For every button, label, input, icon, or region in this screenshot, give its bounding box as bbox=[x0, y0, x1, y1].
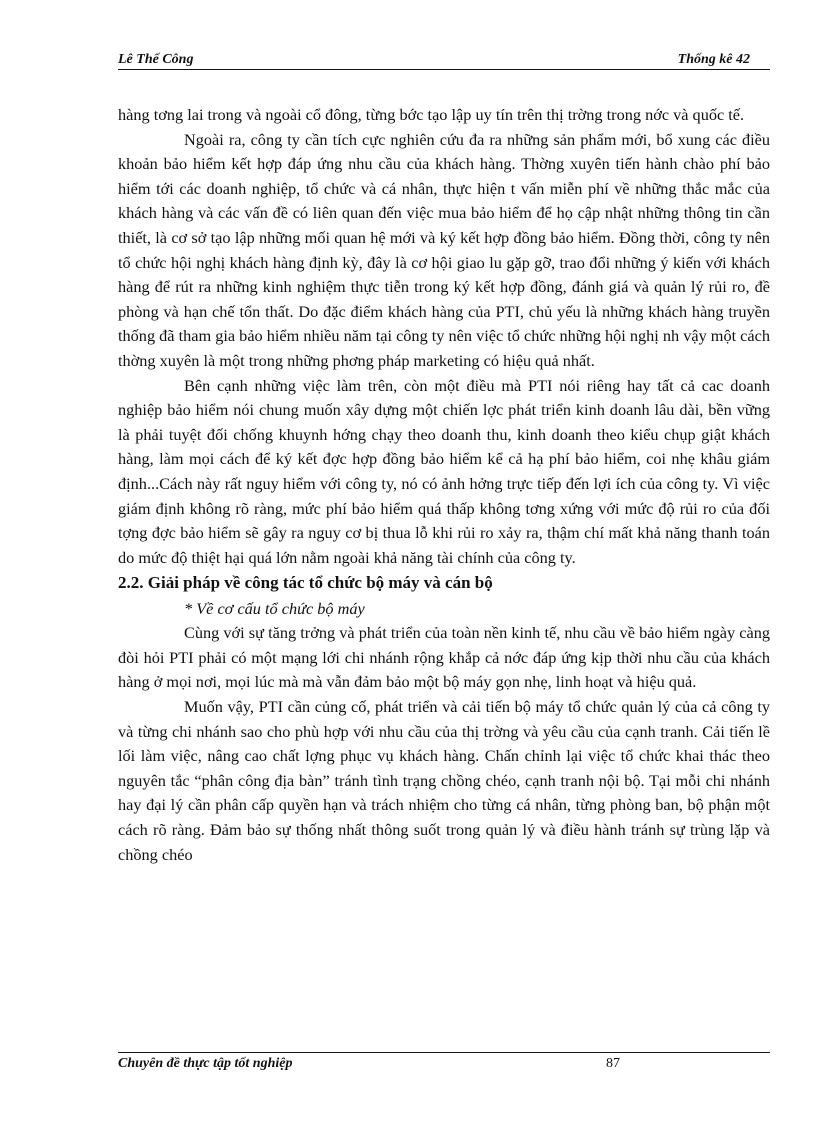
body-paragraph: Ngoài ra, công ty cần tích cực nghiên cứu đa ra những sản phẩm mới, bổ xung các điều khoản bảo hiểm kết hợp đáp ứng nhu cầu của khách hàng. Thờng xuyên tiến hành chào phí bảo hiểm tới các doanh nghiệp, tổ chức và cá nhân, thực hiện t vấn miễn phí về những thắc mắc của khách hàng và các vấn đề có liên quan đến việc mua bảo hiểm để họ cập nhật những thông tin cần thiết, là cơ sở tạo lập những mối quan hệ mới và ký kết hợp đồng bảo hiểm. Đồng thời, công ty nên tổ chức hội nghị khách hàng định kỳ, đây là cơ hội giao lu gặp gỡ, trao đổi những ý kiến với khách hàng để rút ra những kinh nghiệm thực tiễn trong ký kết hợp đồng, đánh giá và quản lý rủi ro, đề phòng và hạn chế tổn thất. Do đặc điểm khách hàng của PTI, chủ yếu là những khách hàng truyền thống đã tham gia bảo hiểm nhiều năm tại công ty nên việc tổ chức những hội nghị nh vậy một cách thờng xuyên là một trong những phơng pháp marketing có hiệu quả nhất. bbox=[118, 129, 771, 370]
body-paragraph: hàng tơng lai trong và ngoài cổ đông, từng bớc tạo lập uy tín trên thị trờng trong nớc và quốc tế. bbox=[118, 105, 745, 124]
section-heading: 2.2. Giải pháp về công tác tổ chức bộ máy và cán bộ bbox=[118, 573, 493, 593]
footer-divider bbox=[118, 1052, 770, 1053]
body-paragraph: Muốn vậy, PTI cần củng cố, phát triển và cải tiến bộ máy tổ chức quản lý của cả công ty và từng chi nhánh sao cho phù hợp với nhu cầu của thị trờng và yêu cầu của cạnh tranh. Cải tiến lề lối làm việc, nâng cao chất lợng phục vụ khách hàng. Chấn chỉnh lại việc tổ chức khai thác theo nguyên tắc “phân công địa bàn” tránh tình trạng chồng chéo, cạnh tranh nội bộ. Tại mỗi chi nhánh hay đại lý cần phân cấp quyền hạn và trách nhiệm cho từng cá nhân, từng phòng ban, bộ phận một cách rõ ràng. Đảm bảo sự thống nhất thông suốt trong quản lý và điều hành tránh sự trùng lặp và chồng chéo bbox=[118, 697, 770, 864]
header-course: Thống kê 42 bbox=[677, 52, 750, 67]
body-paragraph: Bên cạnh những việc làm trên, còn một điều mà PTI nói riêng hay tất cả cac doanh nghiệp bảo hiểm nói chung muốn xây dựng một chiến lợc phát triển kinh doanh lâu dài, bền vững là phải tuyệt đối chống khuynh hớng chạy theo doanh thu, kinh doanh theo kiểu chụp giật khách hàng, làm mọi cách để ký kết đợc hợp đồng bảo hiểm kể cả hạ phí bảo hiểm, coi nhẹ khâu giám định...Cách này rất nguy hiểm với công ty, nó có ảnh hởng trực tiếp đến lợi ích của công ty. Vì việc giám định không rõ ràng, mức phí bảo hiểm quá thấp không tơng xứng với mức độ rủi ro của đối tợng đợc bảo hiểm sẽ gây ra nguy cơ bị thua lỗ khi rủi ro xảy ra, thậm chí mất khả năng thanh toán do mức độ thiệt hại quá lớn nằm ngoài khả năng tài chính của công ty. bbox=[118, 375, 770, 567]
body-paragraph: Cùng với sự tăng trởng và phát triển của toàn nền kinh tế, nhu cầu về bảo hiểm ngày càng đòi hỏi PTI phải có một mạng lới chi nhánh rộng khắp cả nớc đáp ứng kịp thời nhu cầu của khách hàng ở mọi nơi, mọi lúc mà mà vẫn đảm bảo một bộ máy gọn nhẹ, linh hoạt và hiệu quả. bbox=[118, 623, 770, 692]
page-header bbox=[118, 50, 770, 70]
header-divider bbox=[118, 69, 770, 70]
page-number: 87 bbox=[606, 1056, 620, 1071]
page-footer bbox=[118, 1056, 770, 1076]
page-body bbox=[118, 103, 770, 867]
header-author: Lê Thế Công bbox=[118, 52, 194, 67]
sub-heading: * Về cơ cấu tổ chức bộ máy bbox=[184, 599, 365, 619]
footer-title: Chuyên đề thực tập tốt nghiệp bbox=[118, 1056, 293, 1071]
